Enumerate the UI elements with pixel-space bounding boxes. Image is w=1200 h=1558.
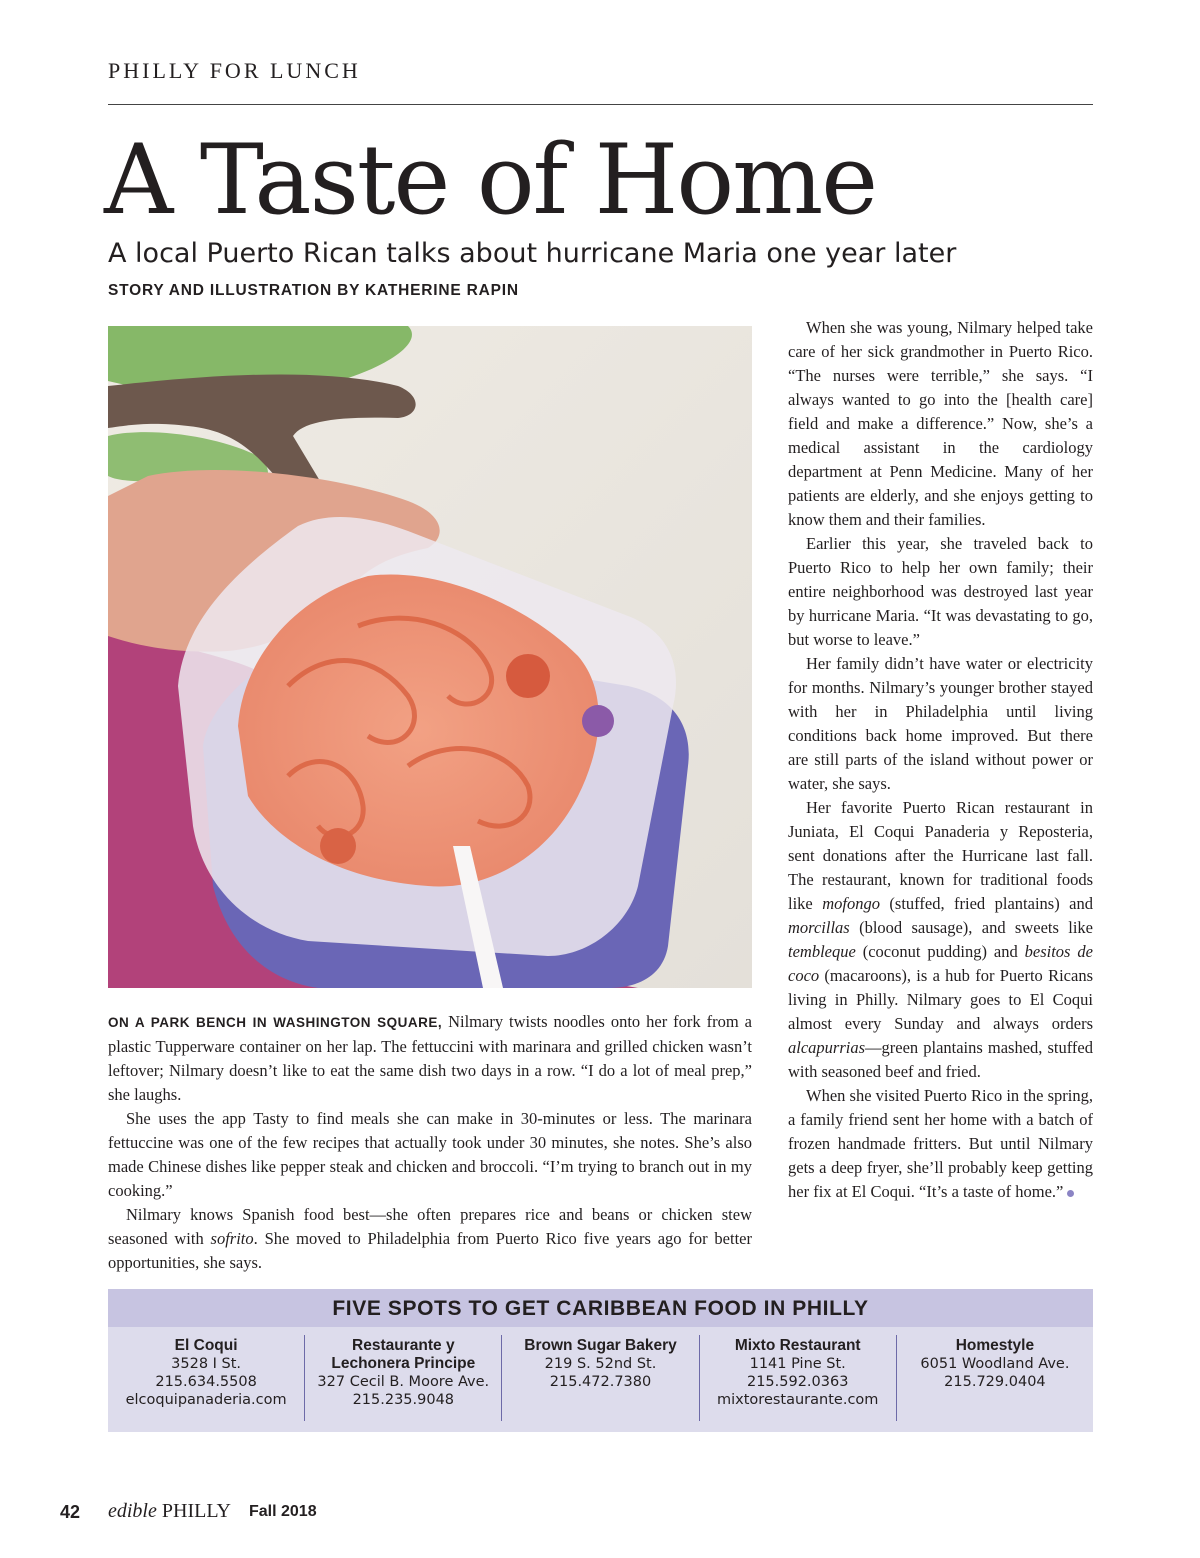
spot-name: Brown Sugar Bakery (524, 1337, 677, 1354)
body-paragraph: When she was young, Nilmary helped take care of her sick grandmother in Puerto Rico. “The nurses were terrible,” she says. “I always wanted to go into the [health care] field and make a difference.” Now, she’s a medical assistant in the cardiology department at Penn Medicine. Many of her patients are elderly, and she enjoys getting to know them and their families. (788, 318, 1093, 529)
spot-name: El Coqui (174, 1337, 238, 1354)
watercolor-illustration (108, 326, 752, 988)
header-divider (108, 104, 1093, 105)
spot-phone: 215.235.9048 (352, 1392, 455, 1408)
body-paragraph: She uses the app Tasty to find meals she can make in 30-minutes or less. The marinara fettuccine was one of the few recipes that actually took under 30 minutes, she notes. She’s also made Chinese dishes like pepper steak and chicken and broccoli. “I’m trying to branch out in my cooking.” (108, 1109, 752, 1200)
spot-el-coqui (108, 1327, 304, 1432)
illustration-tomato (320, 828, 356, 864)
section-label: PHILLY FOR LUNCH (108, 58, 361, 83)
publication-name: edible PHILLY (108, 1500, 231, 1522)
spot-mixto-restaurant (699, 1335, 896, 1421)
issue-date: Fall 2018 (249, 1503, 317, 1520)
illustration-tomato (506, 654, 550, 698)
spot-address: 3528 I St. (171, 1356, 242, 1372)
body-paragraph: Her family didn’t have water or electricity for months. Nilmary’s younger brother stayed with her in Philadelphia until living conditions back home improved. But there are still parts of the island without power or water, she says. (788, 654, 1093, 793)
spot-phone: 215.634.5508 (155, 1374, 257, 1390)
lead-in: ON A PARK BENCH IN WASHINGTON SQUARE, (108, 1015, 443, 1030)
spot-name: Homestyle (955, 1337, 1035, 1354)
spot-phone: 215.729.0404 (944, 1374, 1046, 1390)
spot-name-line2: Lechonera Principe (331, 1355, 476, 1372)
spot-phone: 215.472.7380 (549, 1374, 652, 1390)
spot-website: elcoquipanaderia.com (125, 1392, 287, 1408)
article-headline: A Taste of Home (104, 124, 877, 236)
spot-website: mixtorestaurante.com (717, 1392, 879, 1408)
body-paragraph: Earlier this year, she traveled back to Puerto Rico to help her own family; their entire neighborhood was destroyed last year by hurricane Maria. “It was devastating to go, but worse to leave.” (788, 534, 1093, 649)
spot-restaurante-principe (304, 1335, 501, 1421)
five-spots-title: FIVE SPOTS TO GET CARIBBEAN FOOD IN PHILLY (108, 1289, 1093, 1327)
spot-address: 327 Cecil B. Moore Ave. (317, 1374, 490, 1390)
article-deck: A local Puerto Rican talks about hurricane Maria one year later (108, 238, 957, 269)
spot-name: Mixto Restaurant (734, 1337, 861, 1354)
spot-brown-sugar-bakery (501, 1335, 698, 1421)
body-column-right (788, 316, 1093, 1204)
spot-address: 6051 Woodland Ave. (920, 1356, 1070, 1372)
end-mark-dot (1067, 1190, 1074, 1197)
spot-phone: 215.592.0363 (746, 1374, 849, 1390)
body-paragraph: Her favorite Puerto Rican restaurant in Juniata, El Coqui Panaderia y Reposteria, sent donations after the Hurricane last fall. The restaurant, known for traditional foods like mofongo (stuffed, fried plantains) and morcillas (blood sausage), and sweets like tembleque (coconut pudding) and besitos de coco (macaroons), is a hub for Puerto Ricans living in Philly. Nilmary goes to El Coqui almost every Sunday and always orders alcapurrias—green plantains mashed, stuffed with seasoned beef and fried. (788, 798, 1093, 1081)
spot-name: Restaurante y (352, 1337, 455, 1354)
spot-address: 1141 Pine St. (749, 1356, 846, 1372)
five-spots-box (108, 1289, 1093, 1432)
body-column-left (108, 1010, 752, 1275)
illustration-garnish (582, 705, 614, 737)
page-number: 42 (60, 1502, 81, 1522)
body-paragraph: When she visited Puerto Rico in the spring, a family friend sent her home with a batch of frozen handmade fritters. But until Nilmary gets a deep fryer, she’ll probably keep getting her fix at El Coqui. “It’s a taste of home.” (788, 1086, 1093, 1201)
body-paragraph: Nilmary knows Spanish food best—she often prepares rice and beans or chicken stew seasoned with sofrito. She moved to Philadelphia from Puerto Rico five years ago for better opportunities, she says. (108, 1205, 752, 1272)
body-paragraph: ON A PARK BENCH IN WASHINGTON SQUARE, Nilmary twists noodles onto her fork from a plastic Tupperware container on her lap. The fettuccini with marinara and grilled chicken wasn’t leftover; Nilmary doesn’t like to eat the same dish two days in a row. “I do a lot of meal prep,” she laughs. (108, 1012, 753, 1104)
article-byline: STORY AND ILLUSTRATION BY KATHERINE RAPIN (108, 282, 519, 299)
spot-homestyle (896, 1335, 1093, 1421)
spot-address: 219 S. 52nd St. (544, 1356, 657, 1372)
